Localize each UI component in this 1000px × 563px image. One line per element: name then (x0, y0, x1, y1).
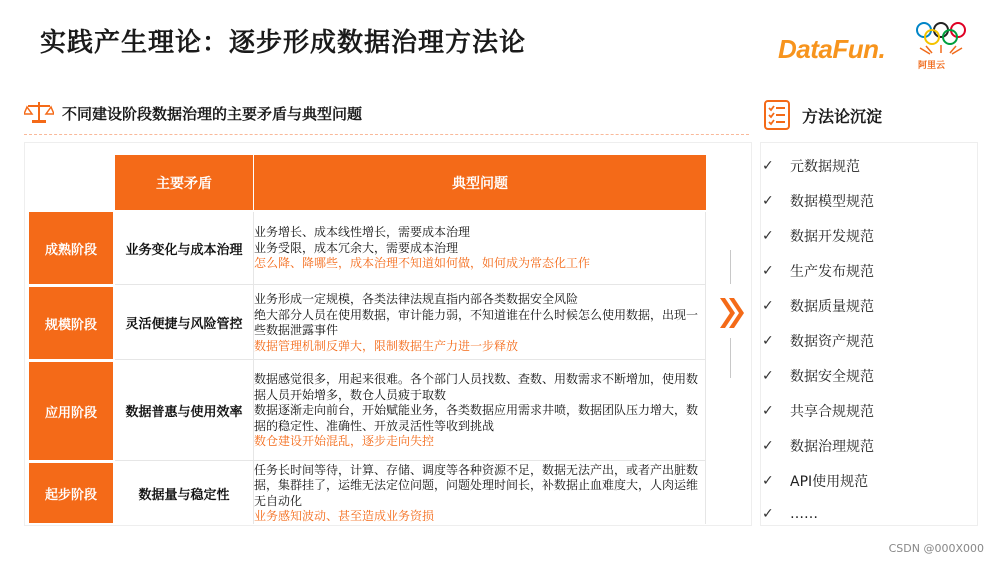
check-icon: ✓ (762, 298, 774, 314)
list-item (762, 296, 874, 316)
list-item (762, 191, 874, 211)
methodology-heading-text: 方法论沉淀 (802, 106, 883, 126)
problem-line: 数据感觉很多，用起来很难。各个部门人员找数、查数、用数需求不断增加，使用数据人员开始增多，数仓人员疲于取数 (254, 372, 699, 402)
problem-cell (254, 361, 706, 461)
list-item (762, 471, 868, 491)
section-divider (24, 134, 749, 135)
list-item (762, 226, 874, 246)
check-icon: ✓ (762, 158, 774, 174)
problem-highlight: 数据管理机制反弹大，限制数据生产力进一步释放 (254, 338, 519, 353)
list-item (762, 261, 874, 281)
column-separator (253, 212, 254, 524)
problem-line: 业务形成一定规模，各类法律法规直指内部各类数据安全风险 (254, 292, 579, 306)
list-item (762, 506, 818, 522)
methodology-heading (764, 100, 882, 130)
check-icon: ✓ (762, 193, 774, 209)
problem-line: 绝大部分人员在使用数据，审计能力弱，不知道谁在什么时候怎么使用数据，出现一些数据泄露事件 (254, 307, 699, 337)
list-item-label: 元数据规范 (790, 159, 860, 175)
connector-line (730, 338, 731, 378)
check-icon: ✓ (762, 403, 774, 419)
conflict-cell: 数据量与稳定性 (138, 487, 230, 503)
list-item (762, 366, 874, 386)
stage-cell: 起步阶段 (29, 463, 113, 523)
conflict-cell: 数据普惠与使用效率 (115, 361, 253, 461)
problem-highlight: 业务感知波动、甚至造成业务资损 (254, 509, 435, 523)
aliyun-logo: 阿里云 (918, 61, 946, 71)
problem-cell (254, 212, 706, 285)
list-item-label: …… (790, 506, 818, 522)
checklist-icon (764, 100, 790, 130)
list-item-label: 数据资产规范 (790, 334, 874, 350)
conflict-cell: 业务变化与成本治理 (115, 212, 253, 285)
connector-line (730, 250, 731, 284)
datafun-logo: DataFun. (778, 34, 886, 64)
column-separator (705, 212, 706, 524)
check-icon: ✓ (762, 228, 774, 244)
problem-highlight: 数仓建设开始混乱，逐步走向失控 (254, 434, 435, 449)
list-item-label: 数据质量规范 (790, 299, 874, 315)
header-problem: 典型问题 (254, 155, 706, 210)
list-item-label: 生产发布规范 (790, 264, 874, 280)
scales-icon (24, 100, 54, 126)
list-item (762, 331, 874, 351)
list-item-label: 数据模型规范 (790, 194, 874, 210)
problem-line: 数据逐渐走向前台，开始赋能业务，各类数据应用需求井喷，数据团队压力增大，数据的稳定性、准确性、开放灵活性等收到挑战 (254, 403, 699, 433)
problem-line: 业务增长、成本线性增长，需要成本治理 (254, 225, 471, 240)
list-item-label: 数据安全规范 (790, 369, 874, 385)
section-heading-text: 不同建设阶段数据治理的主要矛盾与典型问题 (62, 104, 363, 123)
stage-cell: 成熟阶段 (29, 212, 113, 284)
check-icon: ✓ (762, 263, 774, 279)
problem-cell (254, 462, 706, 524)
list-item-label: API使用规范 (790, 474, 869, 490)
footer-watermark: CSDN @000X000 (888, 542, 984, 555)
section-heading (24, 100, 362, 126)
list-item (762, 436, 874, 456)
list-item (762, 401, 874, 421)
header-conflict: 主要矛盾 (115, 155, 253, 210)
stage-cell: 应用阶段 (29, 362, 113, 460)
check-icon: ✓ (762, 368, 774, 384)
problem-highlight: 怎么降、降哪些，成本治理不知道如何做，如何成为常态化工作 (254, 256, 591, 271)
problem-cell (254, 286, 706, 360)
check-icon: ✓ (762, 438, 774, 454)
list-item-label: 共享合规规范 (790, 404, 874, 420)
problem-line: 业务受限，成本冗余大，需要成本治理 (254, 240, 459, 255)
double-chevron-right-icon (718, 296, 746, 330)
check-icon: ✓ (762, 473, 774, 489)
check-icon: ✓ (762, 333, 774, 349)
page-title: 实践产生理论：逐步形成数据治理方法论 (40, 28, 527, 58)
conflict-cell: 灵活便捷与风险管控 (115, 286, 253, 360)
check-icon: ✓ (762, 506, 774, 522)
list-item-label: 数据治理规范 (790, 439, 874, 455)
stage-cell: 规模阶段 (29, 287, 113, 359)
list-item (762, 156, 860, 176)
problem-line: 任务长时间等待，计算、存储、调度等各种资源不足，数据无法产出，或者产出脏数据，集群挂了，运维无法定位问题，问题处理时间长，补数据止血难度大，人肉运维无自动化 (254, 462, 699, 508)
list-item-label: 数据开发规范 (790, 229, 874, 245)
